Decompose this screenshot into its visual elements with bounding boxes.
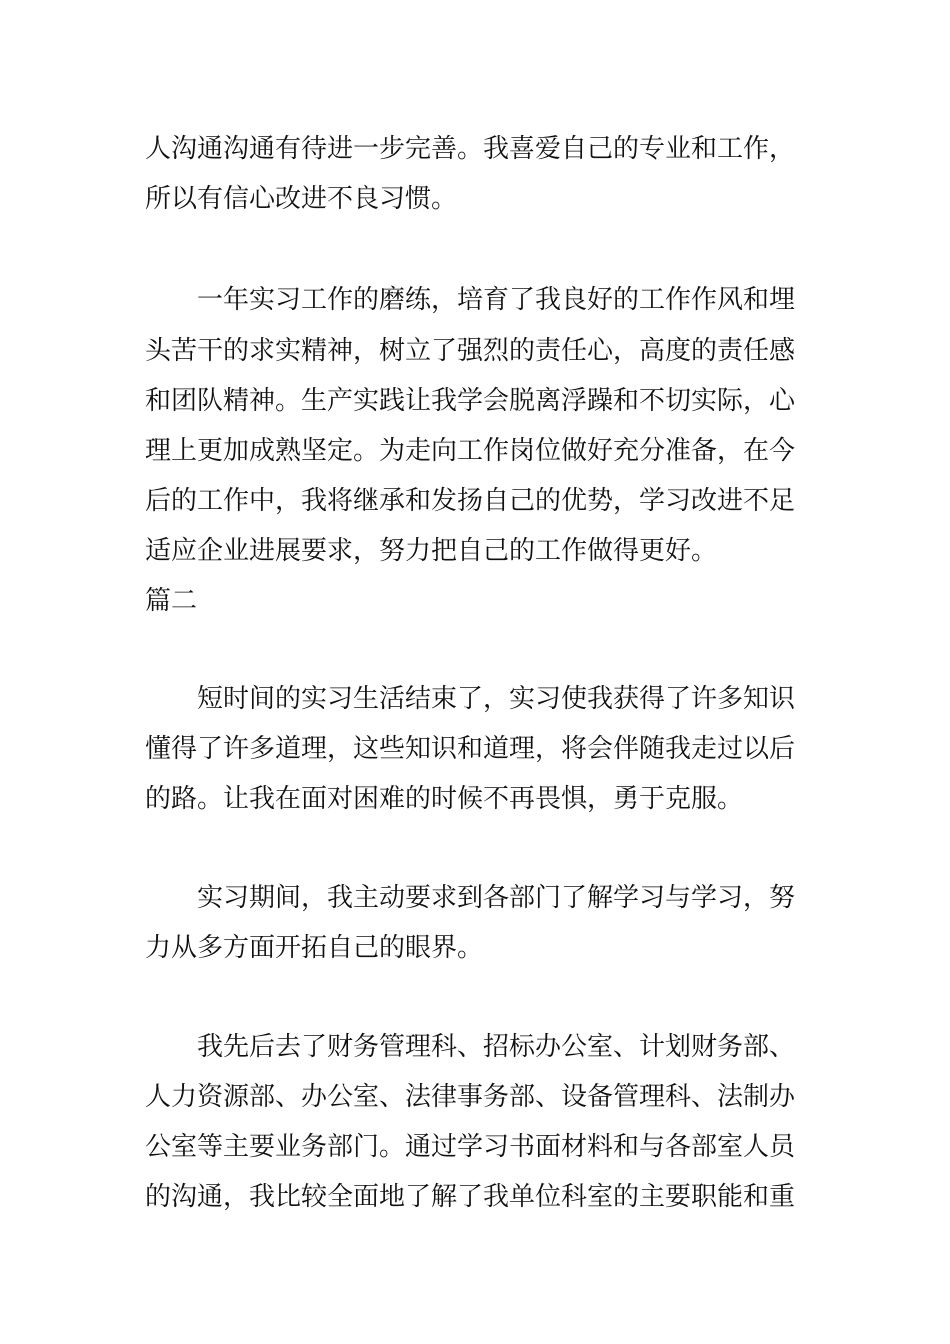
paragraph-first-line: 实习期间，我主动要求到各部门了解学习与学习，努 <box>197 883 796 913</box>
text-line: 公室等主要业务部门。通过学习书面材料和与各部室人员 <box>145 1132 796 1162</box>
paragraph-first-line: 我先后去了财务管理科、招标办公室、计划财务部、 <box>197 1032 796 1062</box>
section-heading: 篇二 <box>145 586 198 616</box>
text-line: 懂得了许多道理，这些知识和道理，将会伴随我走过以后 <box>145 734 796 764</box>
text-line: 的路。让我在面对困难的时候不再畏惧，勇于克服。 <box>145 784 744 814</box>
text-line: 所以有信心改进不良习惯。 <box>145 184 458 214</box>
text-line: 力从多方面开拓自己的眼界。 <box>145 933 484 963</box>
paragraph-first-line: 短时间的实习生活结束了，实习使我获得了许多知识 <box>197 684 796 714</box>
text-line: 人力资源部、办公室、法律事务部、设备管理科、法制办 <box>145 1082 796 1112</box>
text-line: 理上更加成熟坚定。为走向工作岗位做好充分准备，在今 <box>145 436 796 466</box>
text-line: 和团队精神。生产实践让我学会脱离浮躁和不切实际，心 <box>145 386 796 416</box>
text-line: 适应企业进展要求，努力把自己的工作做得更好。 <box>145 536 718 566</box>
text-line: 后的工作中，我将继承和发扬自己的优势，学习改进不足 <box>145 486 796 516</box>
paragraph-first-line: 一年实习工作的磨练，培育了我良好的工作作风和埋 <box>197 285 796 315</box>
text-line: 头苦干的求实精神，树立了强烈的责任心，高度的责任感 <box>145 336 796 366</box>
text-line: 的沟通，我比较全面地了解了我单位科室的主要职能和重 <box>145 1182 796 1212</box>
text-line: 人沟通沟通有待进一步完善。我喜爱自己的专业和工作， <box>145 134 796 164</box>
